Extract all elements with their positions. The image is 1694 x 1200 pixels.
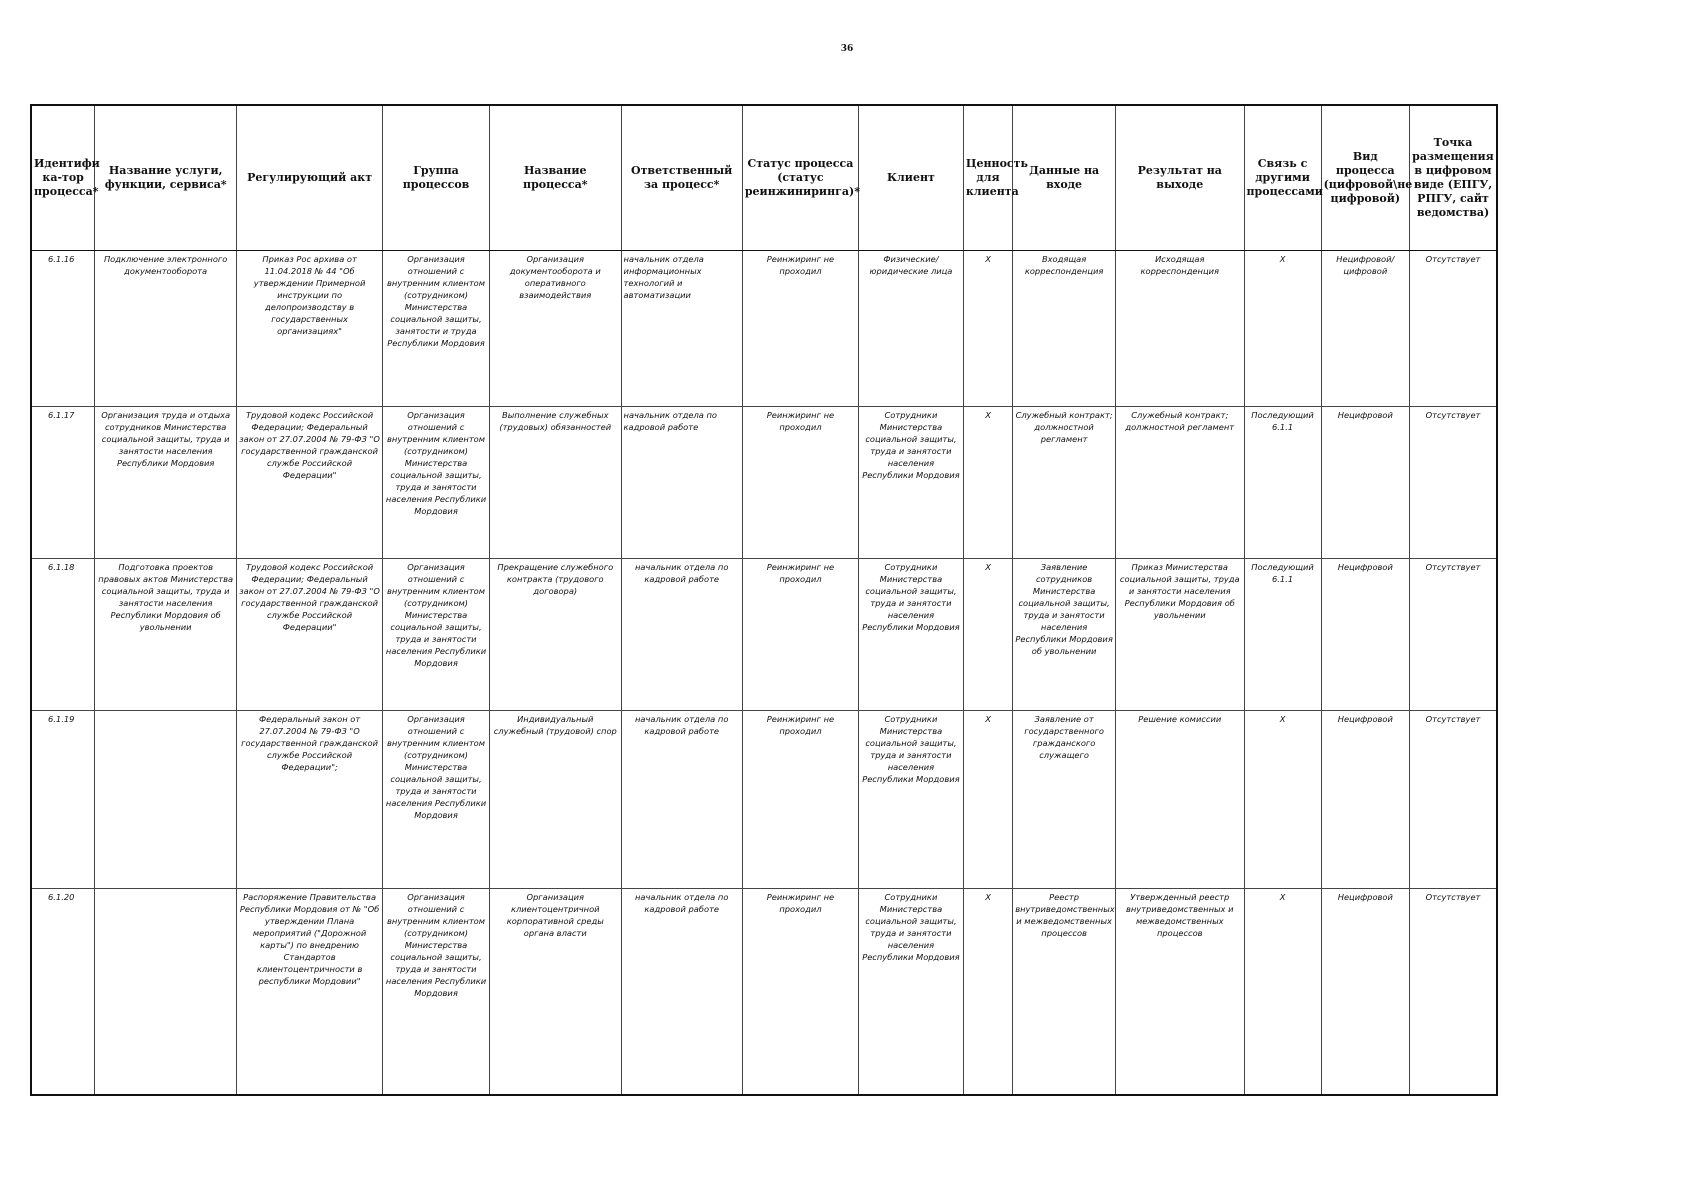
cell-responsible: начальник отдела информационных технологий и автоматизации <box>621 251 742 407</box>
cell-input: Реестр внутриведомственных и межведомственных процессов <box>1013 889 1116 1096</box>
column-header-status: Статус процесса (статус реинжиниринга)* <box>742 105 858 251</box>
cell-status: Реинжиринг не проходил <box>742 711 858 889</box>
cell-kind: Нецифровой <box>1321 559 1409 711</box>
table-row <box>31 407 1497 559</box>
cell-act: Распоряжение Правительства Республики Мордовия от № "Об утверждении Плана мероприятий ("Дорожной карты") по внедрению Стандартов клиентоцентричности в республики Мордовии" <box>237 889 383 1096</box>
cell-group: Организация отношений с внутренним клиентом (сотрудником) Министерства социальной защиты, труда и занятости населения Республики Мордовия <box>383 559 490 711</box>
cell-value: X <box>963 711 1012 889</box>
table-row <box>31 559 1497 711</box>
cell-service: Организация труда и отдыха сотрудников Министерства социальной защиты, труда и занятости населения Республики Мордовия <box>95 407 237 559</box>
cell-status: Реинжиринг не проходил <box>742 889 858 1096</box>
cell-id: 6.1.20 <box>31 889 95 1096</box>
cell-id: 6.1.17 <box>31 407 95 559</box>
cell-responsible: начальник отдела по кадровой работе <box>621 711 742 889</box>
cell-group: Организация отношений с внутренним клиентом (сотрудником) Министерства социальной защиты, труда и занятости населения Республики Мордовия <box>383 711 490 889</box>
cell-input: Заявление сотрудников Министерства социальной защиты, труда и занятости населения Республики Мордовия об увольнении <box>1013 559 1116 711</box>
cell-process: Индивидуальный служебный (трудовой) спор <box>489 711 621 889</box>
cell-client: Сотрудники Министерства социальной защиты, труда и занятости населения Республики Мордовия <box>859 559 964 711</box>
cell-kind: Нецифровой <box>1321 711 1409 889</box>
cell-service: Подключение электронного документооборота <box>95 251 237 407</box>
cell-point: Отсутствует <box>1410 407 1498 559</box>
column-header-act: Регулирующий акт <box>237 105 383 251</box>
cell-client: Сотрудники Министерства социальной защиты, труда и занятости населения Республики Мордовия <box>859 889 964 1096</box>
cell-input: Входящая корреспонденция <box>1013 251 1116 407</box>
column-header-process: Название процесса* <box>489 105 621 251</box>
table-row <box>31 711 1497 889</box>
cell-process: Выполнение служебных (трудовых) обязанностей <box>489 407 621 559</box>
cell-act: Трудовой кодекс Российской Федерации; Федеральный закон от 27.07.2004 № 79-ФЗ "О государственной гражданской службе Российской Федерации" <box>237 407 383 559</box>
cell-output: Утвержденный реестр внутриведомственных и межведомственных процессов <box>1116 889 1245 1096</box>
page-number: 36 <box>840 44 854 54</box>
cell-link: X <box>1244 889 1321 1096</box>
table-header-row <box>31 105 1497 251</box>
cell-id: 6.1.18 <box>31 559 95 711</box>
column-header-link: Связь с другими процессами <box>1244 105 1321 251</box>
column-header-output: Результат на выходе <box>1116 105 1245 251</box>
column-header-group: Группа процессов <box>383 105 490 251</box>
cell-client: Сотрудники Министерства социальной защиты, труда и занятости населения Республики Мордовия <box>859 407 964 559</box>
cell-input: Заявление от государственного гражданского служащего <box>1013 711 1116 889</box>
cell-responsible: начальник отдела по кадровой работе <box>621 407 742 559</box>
cell-status: Реинжиринг не проходил <box>742 407 858 559</box>
table-row <box>31 889 1497 1096</box>
process-register-table <box>30 104 1498 1096</box>
cell-point: Отсутствует <box>1410 559 1498 711</box>
cell-client: Сотрудники Министерства социальной защиты, труда и занятости населения Республики Мордовия <box>859 711 964 889</box>
cell-status: Реинжиринг не проходил <box>742 251 858 407</box>
cell-kind: Нецифровой <box>1321 407 1409 559</box>
cell-service <box>95 711 237 889</box>
cell-id: 6.1.19 <box>31 711 95 889</box>
cell-service <box>95 889 237 1096</box>
cell-point: Отсутствует <box>1410 711 1498 889</box>
cell-client: Физические/юридические лица <box>859 251 964 407</box>
cell-responsible: начальник отдела по кадровой работе <box>621 889 742 1096</box>
cell-output: Исходящая корреспонденция <box>1116 251 1245 407</box>
cell-point: Отсутствует <box>1410 889 1498 1096</box>
cell-act: Приказ Рос архива от 11.04.2018 № 44 "Об утверждении Примерной инструкции по делопроизводству в государственных организациях" <box>237 251 383 407</box>
cell-service: Подготовка проектов правовых актов Министерства социальной защиты, труда и занятости населения Республики Мордовия об увольнении <box>95 559 237 711</box>
cell-link: Последующий 6.1.1 <box>1244 407 1321 559</box>
column-header-id: Идентифи ка-тор процесса* <box>31 105 95 251</box>
table-row <box>31 251 1497 407</box>
cell-act: Трудовой кодекс Российской Федерации; Федеральный закон от 27.07.2004 № 79-ФЗ "О государственной гражданской службе Российской Федерации" <box>237 559 383 711</box>
cell-act: Федеральный закон от 27.07.2004 № 79-ФЗ "О государственной гражданской службе Российской Федерации"; <box>237 711 383 889</box>
cell-output: Приказ Министерства социальной защиты, труда и занятости населения Республики Мордовия об увольнении <box>1116 559 1245 711</box>
cell-point: Отсутствует <box>1410 251 1498 407</box>
cell-link: Последующий 6.1.1 <box>1244 559 1321 711</box>
cell-responsible: начальник отдела по кадровой работе <box>621 559 742 711</box>
column-header-value: Ценность для клиента <box>963 105 1012 251</box>
cell-value: X <box>963 559 1012 711</box>
cell-group: Организация отношений с внутренним клиентом (сотрудником) Министерства социальной защиты, занятости и труда Республики Мордовия <box>383 251 490 407</box>
cell-process: Прекращение служебного контракта (трудового договора) <box>489 559 621 711</box>
column-header-kind: Вид процесса (цифровой\не цифровой) <box>1321 105 1409 251</box>
cell-output: Служебный контракт; должностной регламент <box>1116 407 1245 559</box>
cell-group: Организация отношений с внутренним клиентом (сотрудником) Министерства социальной защиты, труда и занятости населения Республики Мордовия <box>383 407 490 559</box>
cell-value: X <box>963 407 1012 559</box>
cell-process: Организация документооборота и оперативного взаимодействия <box>489 251 621 407</box>
cell-link: X <box>1244 251 1321 407</box>
cell-value: X <box>963 889 1012 1096</box>
cell-input: Служебный контракт; должностной регламент <box>1013 407 1116 559</box>
cell-value: X <box>963 251 1012 407</box>
column-header-input: Данные на входе <box>1013 105 1116 251</box>
cell-id: 6.1.16 <box>31 251 95 407</box>
cell-link: X <box>1244 711 1321 889</box>
column-header-client: Клиент <box>859 105 964 251</box>
column-header-point: Точка размещения в цифровом виде (ЕПГУ, РПГУ, сайт ведомства) <box>1410 105 1498 251</box>
cell-output: Решение комиссии <box>1116 711 1245 889</box>
cell-group: Организация отношений с внутренним клиентом (сотрудником) Министерства социальной защиты, труда и занятости населения Республики Мордовия <box>383 889 490 1096</box>
cell-process: Организация клиентоцентричной корпоративной среды органа власти <box>489 889 621 1096</box>
cell-status: Реинжиринг не проходил <box>742 559 858 711</box>
column-header-responsible: Ответственный за процесс* <box>621 105 742 251</box>
cell-kind: Нецифровой <box>1321 889 1409 1096</box>
cell-kind: Нецифровой/цифровой <box>1321 251 1409 407</box>
column-header-service: Название услуги, функции, сервиса* <box>95 105 237 251</box>
